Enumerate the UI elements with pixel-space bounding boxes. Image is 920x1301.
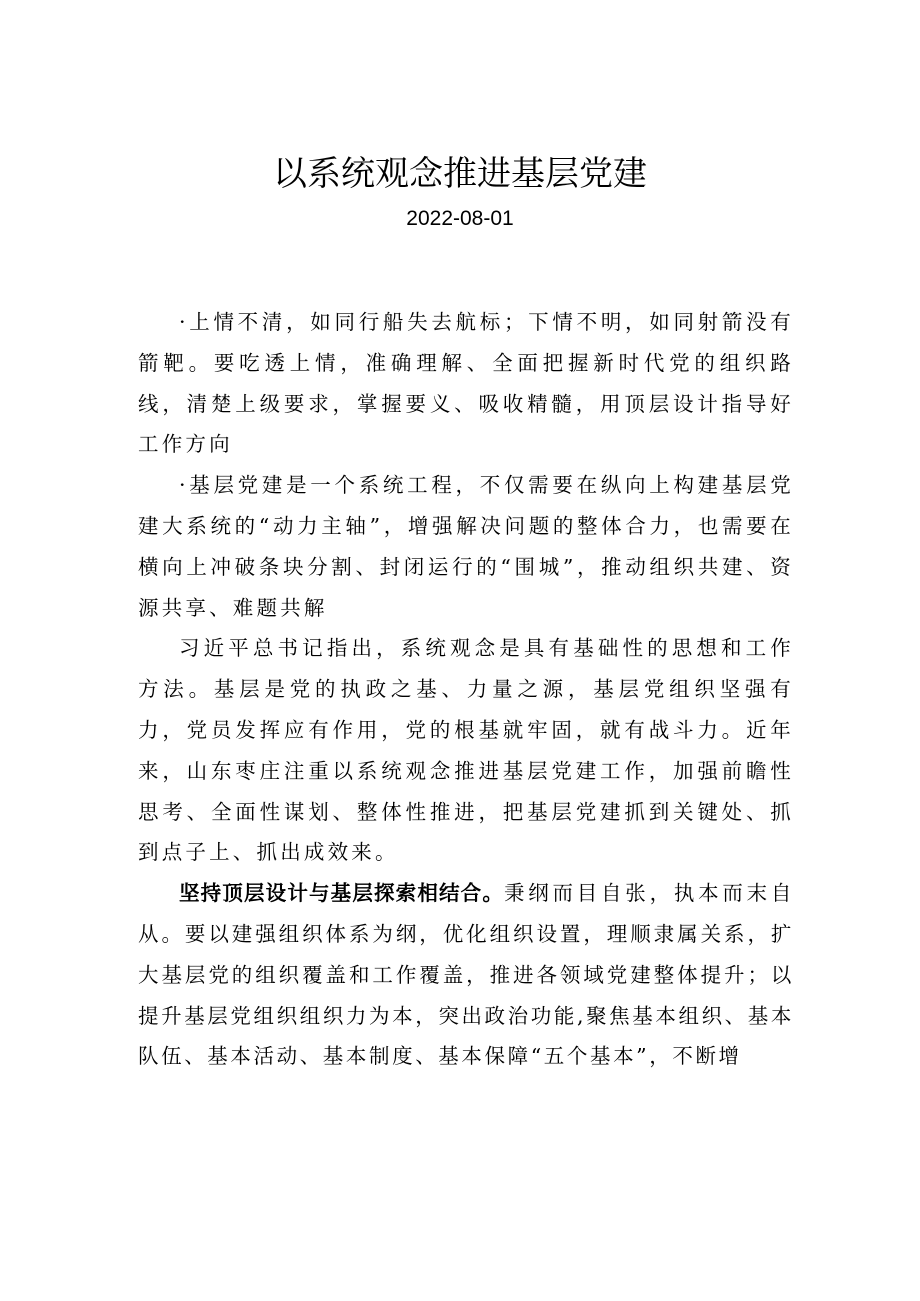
- paragraph-text: ·上情不清，如同行船失去航标；下情不明，如同射箭没有箭靶。要吃透上情，准确理解、全面把握新时代党的组织路线，清楚上级要求，掌握要义、吸收精髓，用顶层设计指导好工作方向: [138, 310, 794, 457]
- article-body: [138, 302, 794, 1077]
- publish-date: 2022-08-01: [406, 207, 514, 230]
- paragraph-summary-1: [138, 302, 794, 465]
- paragraph-text: 秉纲而目自张，执本而末自从。要以建强组织体系为纲，优化组织设置，理顺隶属关系，扩大基层党的组织覆盖和工作覆盖，推进各领域党建整体提升；以提升基层党组织组织力为本，突出政治功能,聚焦基本组织、基本队伍、基本活动、基本制度、基本保障“五个基本”，不断增: [138, 881, 795, 1069]
- paragraph-text: 习近平总书记指出，系统观念是具有基础性的思想和工作方法。基层是党的执政之基、力量之源，基层党组织坚强有力，党员发挥应有作用，党的根基就牢固，就有战斗力。近年来，山东枣庄注重以系统观念推进基层党建工作，加强前瞻性思考、全面性谋划、整体性推进，把基层党建抓到关键处、抓到点子上、抓出成效来。: [138, 636, 794, 865]
- paragraph-summary-2: [138, 465, 794, 628]
- paragraph-intro: [138, 628, 794, 873]
- paragraph-text: ·基层党建是一个系统工程，不仅需要在纵向上构建基层党建大系统的“动力主轴”，增强解决问题的整体合力，也需要在横向上冲破条块分割、封闭运行的“围城”，推动组织共建、资源共享、难题共解: [138, 473, 794, 620]
- document-title: 以系统观念推进基层党建: [273, 154, 647, 194]
- paragraph-section-1: [138, 873, 794, 1077]
- section-heading: 坚持顶层设计与基层探索相结合。: [179, 881, 504, 906]
